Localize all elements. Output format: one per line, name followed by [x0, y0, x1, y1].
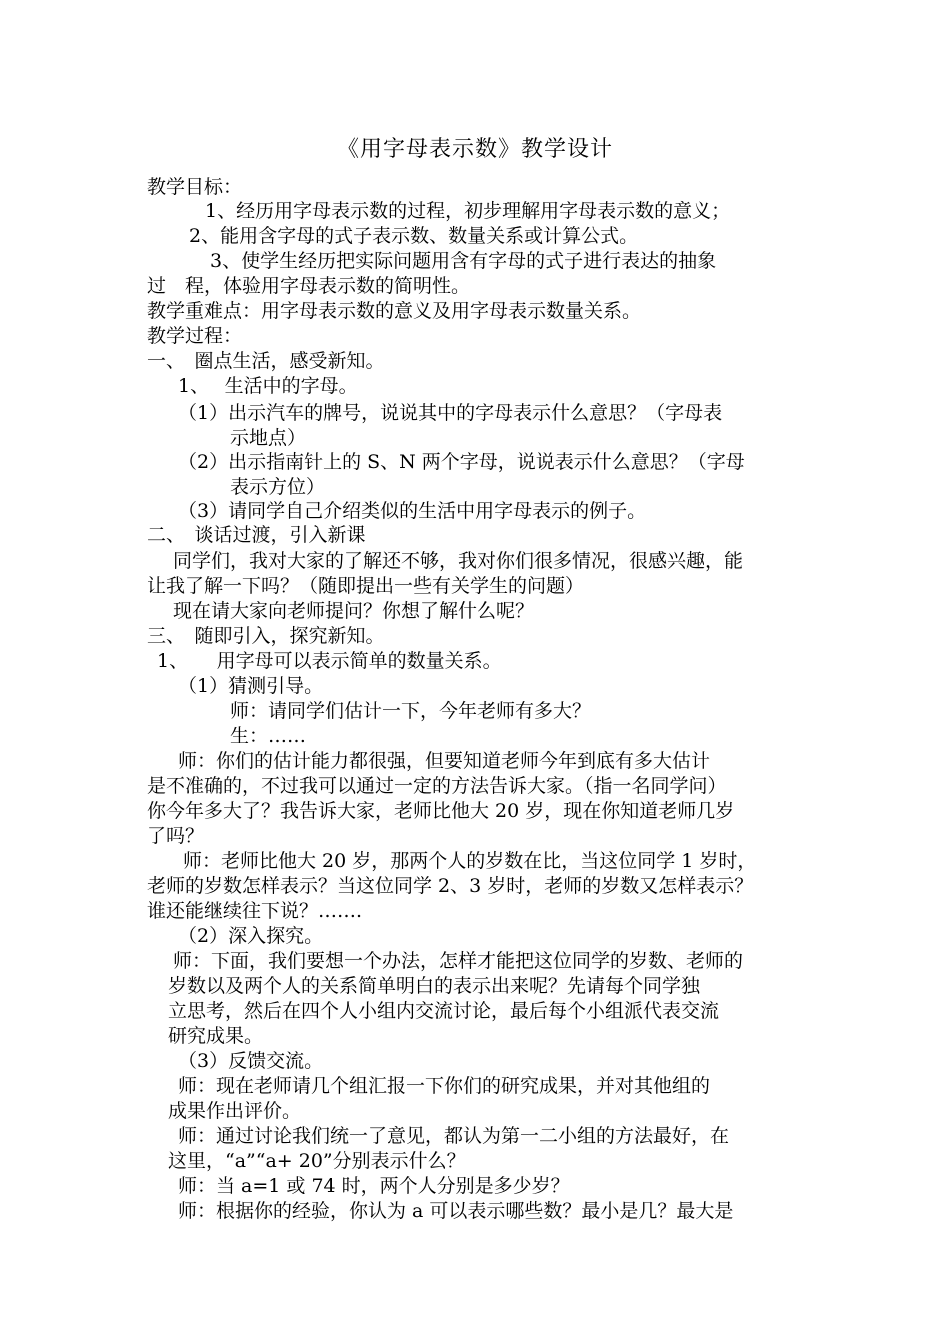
section-heading: 一、 圈点生活，感受新知。	[147, 350, 385, 372]
paragraph-line: 师：下面，我们要想一个办法，怎样才能把这位同学的岁数、老师的	[173, 950, 744, 972]
paragraph-line: 研究成果。	[168, 1025, 264, 1047]
document-title: 《用字母表示数》教学设计	[336, 137, 613, 162]
paragraph-line: 岁数以及两个人的关系简单明白的表示出来呢？先请每个同学独	[168, 975, 701, 997]
list-item: （1）出示汽车的牌号，说说其中的字母表示什么意思？（字母表	[178, 402, 723, 424]
goal-item: 3、使学生经历把实际问题用含有字母的式子进行表达的抽象	[210, 250, 717, 272]
dialogue-line: 生：……	[230, 725, 307, 747]
paragraph-line: 是不准确的，不过我可以通过一定的方法告诉大家。（指一名同学问）	[147, 775, 727, 797]
goal-item: 2、能用含字母的式子表示数、数量关系或计算公式。	[189, 225, 639, 247]
paragraph-line: 立思考，然后在四个人小组内交流讨论，最后每个小组派代表交流	[168, 1000, 720, 1022]
list-item: （3）请同学自己介绍类似的生活中用字母表示的例子。	[178, 500, 647, 522]
goals-heading: 教学目标：	[147, 176, 243, 198]
paragraph-line: 这里，“a”“a+ 20”分别表示什么？	[168, 1150, 466, 1172]
paragraph-line: 师：通过讨论我们统一了意见，都认为第一二小组的方法最好，在	[178, 1125, 730, 1147]
paragraph-line: 师：当 a=1 或 74 时，两个人分别是多少岁？	[178, 1175, 570, 1197]
paragraph-line: 老师的岁数怎样表示？当这位同学 2、3 岁时，老师的岁数又怎样表示？	[147, 875, 754, 897]
list-item-continued: 示地点）	[230, 427, 307, 449]
list-item: （2）深入探究。	[178, 925, 324, 947]
section-heading: 三、 随即引入，探究新知。	[147, 625, 385, 647]
paragraph-line: 谁还能继续往下说？…….	[147, 900, 363, 922]
list-item-continued: 表示方位）	[230, 476, 326, 498]
paragraph-line: 让我了解一下吗？（随即提出一些有关学生的问题）	[147, 575, 585, 597]
paragraph-line: 同学们，我对大家的了解还不够，我对你们很多情况，很感兴趣，能	[173, 550, 744, 572]
paragraph-line: 师：你们的估计能力都很强，但要知道老师今年到底有多大估计	[178, 750, 711, 772]
subsection-heading: 1、 生活中的字母。	[178, 375, 358, 397]
section-heading: 二、 谈话过渡，引入新课	[147, 524, 366, 546]
paragraph-line: 你今年多大了？我告诉大家，老师比他大 20 岁，现在你知道老师几岁	[147, 800, 735, 822]
paragraph-line: 了吗？	[147, 825, 205, 847]
list-item: （2）出示指南针上的 S、N 两个字母，说说表示什么意思？（字母	[178, 451, 745, 473]
goal-item: 1、经历用字母表示数的过程，初步理解用字母表示数的意义；	[205, 200, 731, 222]
paragraph-line: 师：老师比他大 20 岁，那两个人的岁数在比，当这位同学 1 岁时，	[183, 850, 757, 872]
paragraph-line: 师：根据你的经验，你认为 a 可以表示哪些数？最小是几？最大是	[178, 1200, 734, 1222]
paragraph-line: 现在请大家向老师提问？你想了解什么呢？	[173, 600, 535, 622]
paragraph-line: 成果作出评价。	[168, 1100, 302, 1122]
goal-item-continued: 过 程，体验用字母表示数的简明性。	[147, 275, 471, 297]
dialogue-line: 师：请同学们估计一下，今年老师有多大？	[230, 700, 592, 722]
process-heading: 教学过程：	[147, 325, 243, 347]
list-item: （1）猜测引导。	[178, 675, 324, 697]
subsection-heading: 1、 用字母可以表示简单的数量关系。	[157, 650, 502, 672]
list-item: （3）反馈交流。	[178, 1050, 324, 1072]
paragraph-line: 师：现在老师请几个组汇报一下你们的研究成果，并对其他组的	[178, 1075, 711, 1097]
key-points: 教学重难点：用字母表示数的意义及用字母表示数量关系。	[147, 300, 642, 322]
